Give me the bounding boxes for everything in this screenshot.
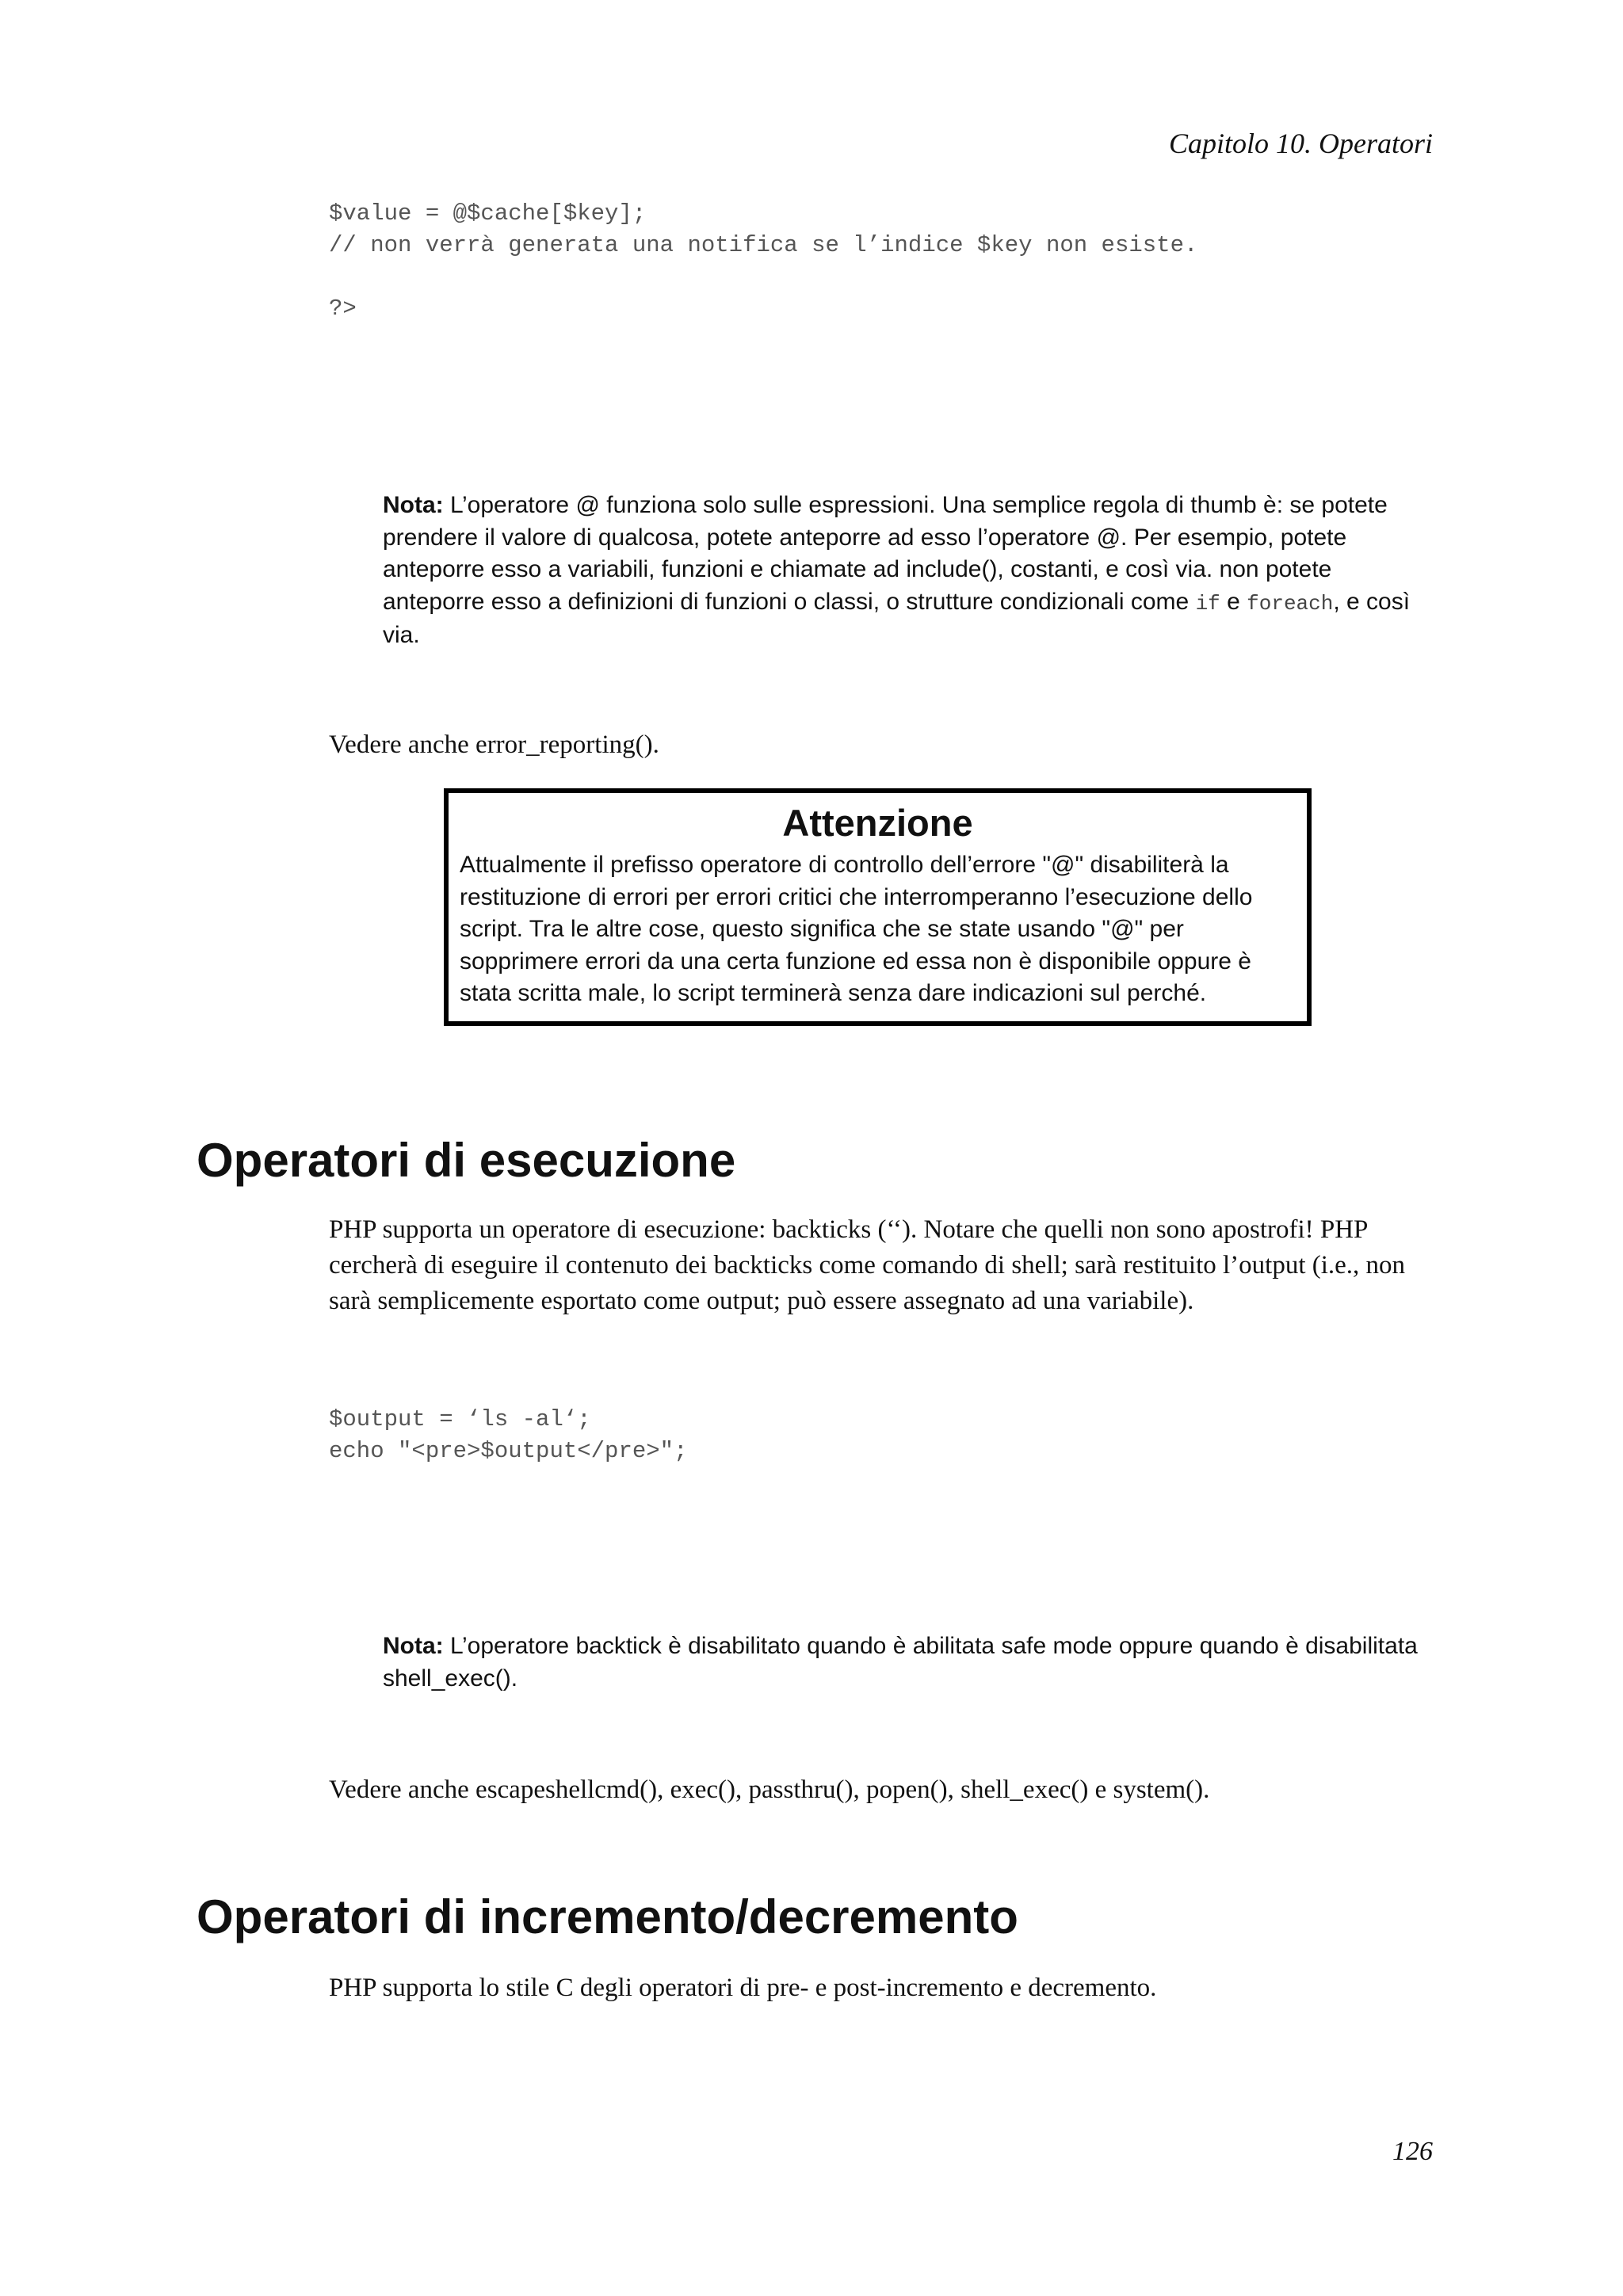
code-line: ?> bbox=[329, 296, 357, 322]
see-also-2: Vedere anche escapeshellcmd(), exec(), passthru(), popen(), shell_exec() e system(). bbox=[329, 1775, 1210, 1804]
chapter-header: Capitolo 10. Operatori bbox=[1168, 128, 1433, 159]
inline-code: if bbox=[1195, 591, 1220, 616]
note-label: Nota: bbox=[383, 492, 444, 518]
section-title-increment: Operatori di incremento/decremento bbox=[197, 1890, 1018, 1943]
inline-code: foreach bbox=[1247, 591, 1334, 616]
code-line: $value = @$cache[$key]; bbox=[329, 200, 647, 227]
warning-box bbox=[444, 788, 1312, 1026]
code-line: $output = ‘ls -al‘; bbox=[329, 1406, 591, 1432]
see-also-1: Vedere anche error_reporting(). bbox=[329, 730, 659, 759]
warning-title: Attenzione bbox=[782, 802, 973, 844]
page-number: 126 bbox=[1392, 2137, 1433, 2166]
note-text: L’operatore backtick è disabilitato quando è abilitata safe mode oppure quando è disabilitata shell_exec(). bbox=[383, 1633, 1418, 1691]
warning-text: Attualmente il prefisso operatore di controllo dell’errore "@" disabiliterà la restituzione di errori per errori critici che interromperanno l’esecuzione dello script. Tra le altre cose, questo significa che se state usando "@" per sopprimere errori da una certa funzione ed essa non è disponibile oppure è stata scritta male, lo script terminerà senza dare indicazioni sul perché. bbox=[460, 852, 1253, 1006]
note-text: e bbox=[1220, 588, 1247, 615]
code-line: echo "<pre>$output</pre>"; bbox=[329, 1438, 688, 1464]
code-line: // non verrà generata una notifica se l’indice $key non esiste. bbox=[329, 232, 1198, 258]
note-label: Nota: bbox=[383, 1633, 444, 1659]
section-title-execution: Operatori di esecuzione bbox=[197, 1134, 736, 1187]
note-text: L’operatore @ funziona solo sulle espressioni. Una semplice regola di thumb è: se potete prendere il valore di qualcosa, potete anteporre ad esso l’operatore @. Per esempio, potete anteporre esso a variabili, funzioni e chiamate ad include(), costanti, e così via. non potete anteporre esso a definizioni di funzioni o classi, o strutture condizionali come bbox=[383, 492, 1388, 615]
note-1 bbox=[383, 490, 1437, 652]
code-block-2 bbox=[329, 1404, 687, 1467]
note-2 bbox=[383, 1630, 1437, 1695]
section-paragraph: PHP supporta un operatore di esecuzione: backticks (‘‘). Notare che quelli non sono apostrofi! PHP cercherà di eseguire il contenuto dei backticks come comando di shell; sarà restituito l’output (i.e., non sarà semplicemente esportato come output; può essere assegnato ad una variabile). bbox=[329, 1215, 1406, 1315]
note-text: , e così via. bbox=[383, 588, 1411, 648]
section-paragraph: PHP supporta lo stile C degli operatori di pre- e post-incremento e decremento. bbox=[329, 1974, 1157, 2002]
code-block-1 bbox=[329, 198, 1197, 325]
